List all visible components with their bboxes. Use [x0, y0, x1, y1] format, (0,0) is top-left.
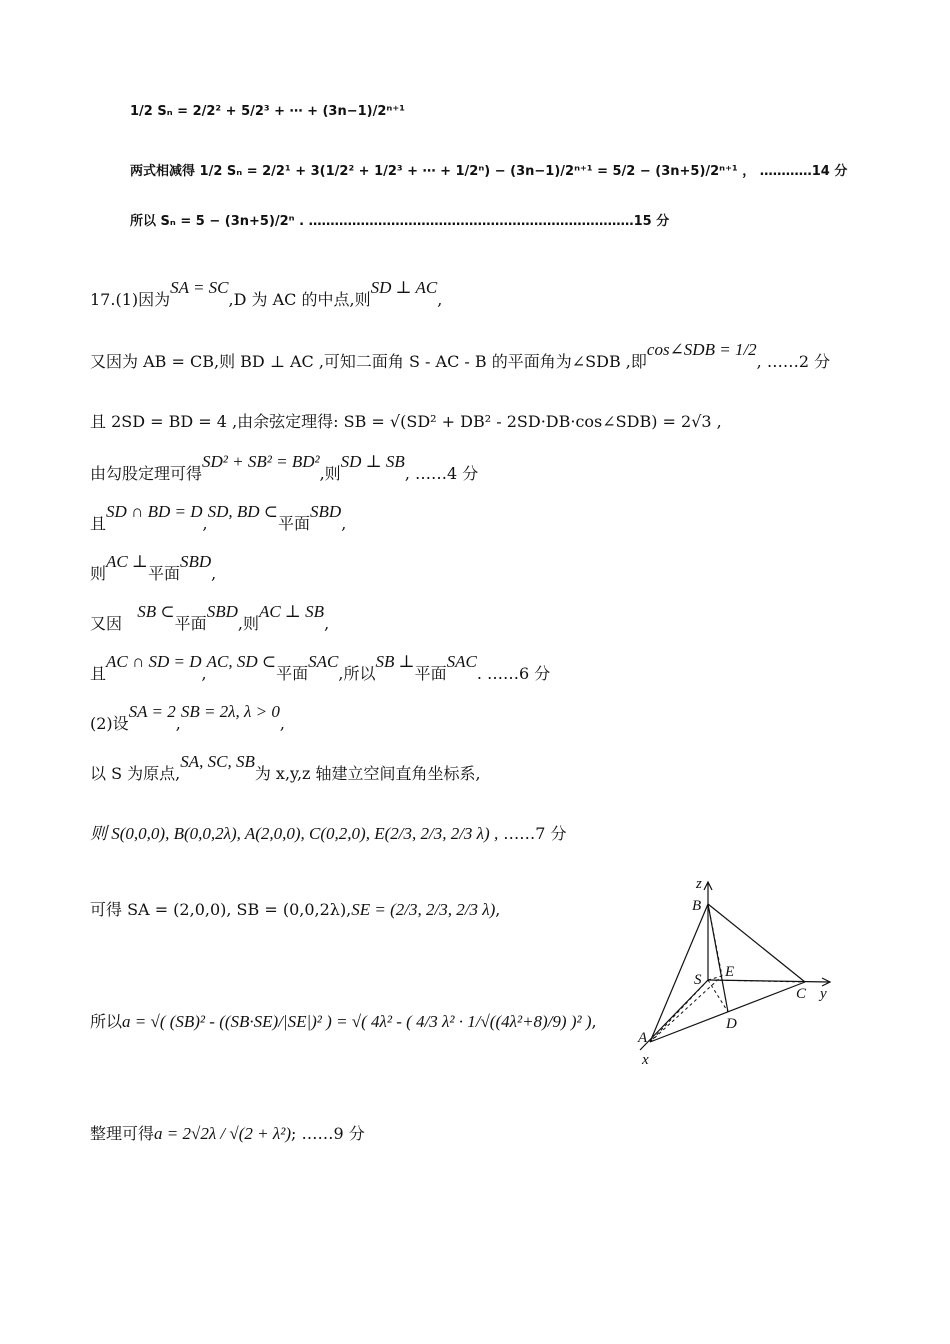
math: SAC [446, 652, 477, 671]
label-d: D [726, 1016, 737, 1032]
label-s: S [694, 972, 702, 988]
sum-l2-prefix: 两式相减得 [130, 164, 196, 179]
text: 平面 [147, 564, 180, 583]
label-z: z [696, 876, 702, 892]
text: , [341, 514, 347, 533]
text: , [211, 564, 217, 583]
math: SA = 2 [128, 702, 176, 721]
text: 整理可得 [90, 1124, 155, 1143]
line-sb-in-plane [90, 602, 330, 634]
math: AC ∩ SD = D [106, 652, 202, 671]
score-mark: . ……6 分 [476, 664, 551, 683]
edge-bc [708, 904, 805, 982]
line-17-1 [90, 278, 443, 310]
label-e: E [725, 964, 735, 980]
math: SD ⊥ SB [340, 452, 405, 471]
text: 为 x,y,z 轴建立空间直角坐标系, [254, 764, 481, 783]
line-simplify [90, 1124, 365, 1144]
sum-l2-expr: 1/2 Sₙ = 2/2¹ + 3(1/2² + 1/2³ + ⋯ + 1/2ⁿ) − (3n−1)/2ⁿ⁺¹ = 5/2 − (3n+5)/2ⁿ⁺¹ ， [199, 164, 756, 179]
text: 则 [90, 564, 107, 583]
line-sb-perp-sac [90, 652, 551, 684]
text: ,则 [319, 464, 341, 483]
math: SE = (2/3, 2/3, 2/3 λ) [351, 900, 496, 919]
text: 平面 [278, 514, 311, 533]
line-cosine-law [90, 412, 722, 432]
label-x: x [642, 1052, 649, 1068]
sum-line-3 [130, 210, 669, 229]
edge-se [708, 976, 722, 980]
text: , [202, 514, 208, 533]
math: SA = SC [170, 278, 229, 297]
sum-l3-mark: …………………………………………………………………15 分 [308, 214, 670, 229]
math: SBD [180, 552, 212, 571]
math: AC, SD ⊂ [206, 652, 277, 671]
text: , [437, 290, 443, 309]
line-part2-set [90, 702, 285, 734]
text: 平面 [414, 664, 447, 683]
score-mark: ……7 分 [498, 824, 567, 843]
line-distance-formula [90, 1012, 597, 1032]
sum-l1: 1/2 Sₙ = 2/2² + 5/2³ + ⋯ + (3n−1)/2ⁿ⁺¹ [130, 104, 405, 119]
math: SD² + SB² = BD² [202, 452, 320, 471]
text: , [324, 614, 330, 633]
text: 且 [90, 664, 107, 683]
line-coord-system [90, 752, 481, 784]
math: a = √( (SB)² - ((SB·SE)/|SE|)² ) = √( 4λ² - ( 4/3 λ² · 1/√((4λ²+8)/9) )² ) [122, 1012, 592, 1031]
text: 平面 [174, 614, 207, 633]
text: 又因 [90, 614, 123, 633]
text: , [495, 900, 501, 919]
label-c: C [796, 986, 807, 1002]
text: , [175, 714, 181, 733]
text: (2)设 [90, 714, 129, 733]
text: 可得 SA = (2,0,0), SB = (0,0,2λ), [90, 900, 352, 919]
sum-l3-expr: Sₙ = 5 − (3n+5)/2ⁿ . [160, 214, 305, 229]
line-pythag [90, 452, 479, 484]
line-dihedral [90, 340, 831, 372]
text: ,则 [237, 614, 259, 633]
math: AC ⊥ [106, 552, 148, 571]
sum-l3-prefix: 所以 [130, 214, 157, 229]
math: 则 S(0,0,0), B(0,0,2λ), A(2,0,0), C(0,2,0), E(2/3, 2/3, 2/3 λ) , [90, 824, 499, 843]
math: SD, BD ⊂ [207, 502, 279, 521]
text: 17.(1)因为 [90, 290, 171, 309]
text: 且 2SD = BD = 4 ,由余弦定理得: SB = √(SD² + DB² - 2SD·DB·cos∠SDB) = 2√3 , [90, 412, 722, 431]
line-vectors [90, 900, 500, 920]
sum-line-2 [130, 160, 847, 179]
math: SBD [310, 502, 342, 521]
score-mark: ; ……9 分 [291, 1124, 365, 1143]
line-ac-perp [90, 552, 217, 584]
tetrahedron-figure [630, 870, 840, 1070]
text: 平面 [276, 664, 309, 683]
edge-sa [650, 980, 708, 1042]
math: SD ⊥ AC [370, 278, 438, 297]
score-mark: , ……4 分 [404, 464, 479, 483]
text: 所以 [90, 1012, 123, 1031]
score-mark: , ……2 分 [756, 352, 831, 371]
label-y: y [820, 986, 827, 1002]
math: SB = 2λ, λ > 0 [180, 702, 280, 721]
text: 以 S 为原点, [90, 764, 181, 783]
math: SB ⊥ [375, 652, 415, 671]
sum-line-1 [130, 104, 405, 119]
label-a: A [638, 1030, 648, 1046]
text: , [201, 664, 207, 683]
text: 又因为 AB = CB,则 BD ⊥ AC ,可知二面角 S - AC - B 的平面角为∠SDB ,即 [90, 352, 647, 371]
math: AC ⊥ SB [258, 602, 325, 621]
math: SD ∩ BD = D [106, 502, 203, 521]
math: SBD [206, 602, 238, 621]
math: SA, SC, SB [180, 752, 255, 771]
text: ,D 为 AC 的中点,则 [228, 290, 371, 309]
sum-l2-mark: …………14 分 [759, 164, 848, 179]
text: ,所以 [338, 664, 376, 683]
text: , [279, 714, 285, 733]
label-b: B [692, 898, 702, 914]
math: SAC [308, 652, 339, 671]
math: cos∠SDB = 1/2 [646, 340, 757, 359]
math: a = 2√2λ / √(2 + λ²) [154, 1124, 291, 1143]
text: 且 [90, 514, 107, 533]
text: , [591, 1012, 597, 1031]
line-intersect-sbd [90, 502, 347, 534]
math: SB ⊂ [137, 602, 175, 621]
text: 由勾股定理可得 [90, 464, 203, 483]
line-coordinates [90, 824, 567, 844]
